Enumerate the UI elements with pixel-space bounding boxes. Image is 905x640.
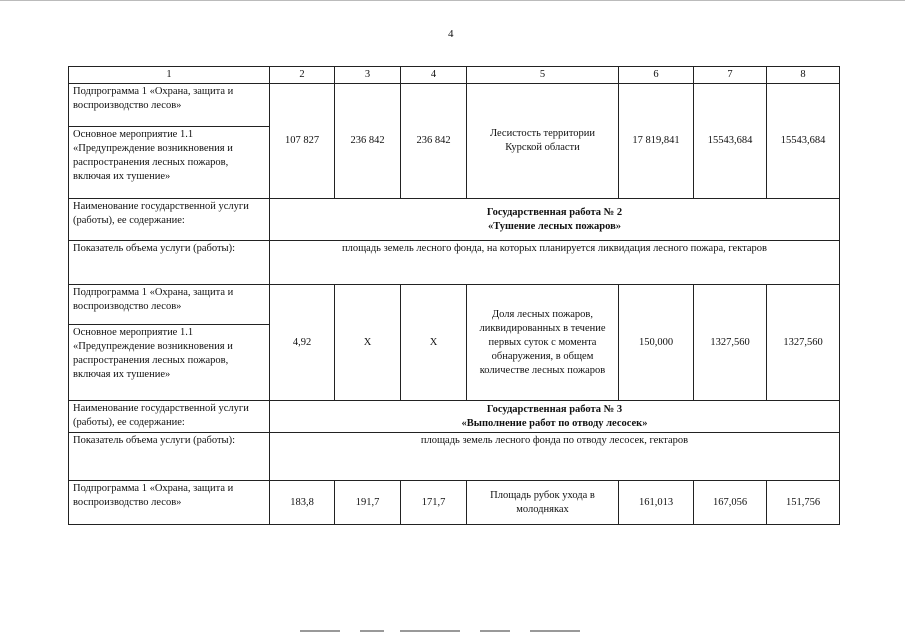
indicator-cell: Лесистость территории Курской области (467, 84, 619, 199)
table-row (69, 84, 840, 127)
value-cell: 236 842 (335, 84, 401, 199)
volume-label: Показатель объема услуги (работы): (69, 433, 270, 481)
value-cell: 15543,684 (767, 84, 840, 199)
work-name-label: Наименование государственной услуги (работы), ее содержание: (69, 199, 270, 241)
header-cell: 8 (767, 67, 840, 84)
indicator-cell: Доля лесных пожаров, ликвидированных в течение первых суток с момента обнаружения, в общем количестве лесных пожаров (467, 285, 619, 401)
program-table (68, 66, 840, 525)
value-cell: 191,7 (335, 481, 401, 525)
header-cell: 2 (270, 67, 335, 84)
volume-value: площадь земель лесного фонда по отводу лесосек, гектаров (270, 433, 840, 481)
header-cell: 6 (619, 67, 694, 84)
table-row (69, 481, 840, 525)
work-title-line1: Государственная работа № 2 (486, 206, 623, 218)
work-title-line2: «Тушение лесных пожаров» (487, 220, 621, 232)
value-cell: 161,013 (619, 481, 694, 525)
header-cell: 5 (467, 67, 619, 84)
page-top-border (0, 0, 905, 1)
header-cell: 4 (401, 67, 467, 84)
table-row (69, 241, 840, 285)
value-cell: 150,000 (619, 285, 694, 401)
work-title-cell (270, 401, 840, 433)
value-cell: 167,056 (694, 481, 767, 525)
header-cell: 3 (335, 67, 401, 84)
value-cell: 107 827 (270, 84, 335, 199)
page-number: 4 (448, 28, 454, 40)
value-cell: 15543,684 (694, 84, 767, 199)
value-cell: 1327,560 (767, 285, 840, 401)
subprogram-cell: Подпрограмма 1 «Охрана, защита и воспроизводство лесов» (69, 84, 270, 127)
table-row (69, 199, 840, 241)
table-row (69, 285, 840, 325)
value-cell: 17 819,841 (619, 84, 694, 199)
value-cell: 1327,560 (694, 285, 767, 401)
header-cell: 7 (694, 67, 767, 84)
header-cell: 1 (69, 67, 270, 84)
scan-speck (530, 630, 580, 632)
table-row (69, 401, 840, 433)
header-row (69, 67, 840, 84)
value-cell: X (401, 285, 467, 401)
value-cell: 236 842 (401, 84, 467, 199)
scan-speck (480, 630, 510, 632)
scan-speck (360, 630, 384, 632)
volume-value: площадь земель лесного фонда, на которых планируется ликвидация лесного пожара, гектаров (270, 241, 840, 285)
value-cell: 151,756 (767, 481, 840, 525)
scan-speck (300, 630, 340, 632)
indicator-cell: Площадь рубок ухода в молодняках (467, 481, 619, 525)
volume-label: Показатель объема услуги (работы): (69, 241, 270, 285)
scan-artifacts (0, 630, 905, 636)
subprogram-cell: Подпрограмма 1 «Охрана, защита и воспроизводство лесов» (69, 481, 270, 525)
value-cell: X (335, 285, 401, 401)
work-title-line1: Государственная работа № 3 (486, 403, 623, 415)
value-cell: 183,8 (270, 481, 335, 525)
subprogram-cell: Подпрограмма 1 «Охрана, защита и воспроизводство лесов» (69, 285, 270, 325)
table-row (69, 433, 840, 481)
work-title-cell (270, 199, 840, 241)
work-title-line2: «Выполнение работ по отводу лесосек» (461, 417, 648, 429)
work-name-label: Наименование государственной услуги (работы), ее содержание: (69, 401, 270, 433)
activity-cell: Основное мероприятие 1.1 «Предупреждение возникновения и распространения лесных пожаров, включая их тушение» (69, 127, 270, 199)
scan-speck (400, 630, 460, 632)
activity-cell: Основное мероприятие 1.1 «Предупреждение возникновения и распространения лесных пожаров, включая их тушение» (69, 325, 270, 401)
value-cell: 4,92 (270, 285, 335, 401)
value-cell: 171,7 (401, 481, 467, 525)
